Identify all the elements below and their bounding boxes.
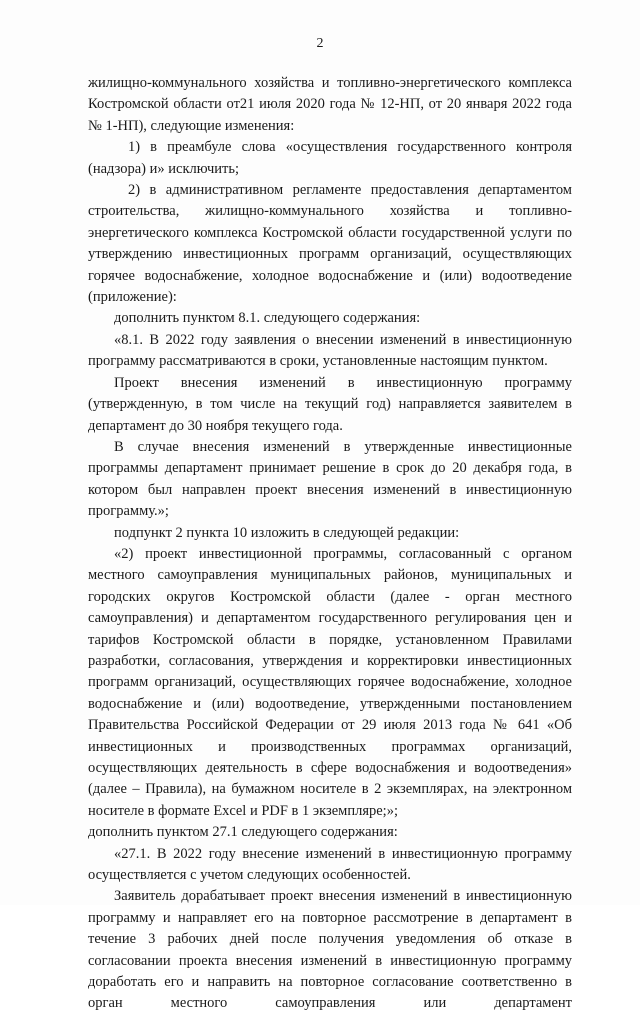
paragraph-addition-27-1: дополнить пунктом 27.1 следующего содержания: [88, 824, 398, 841]
paragraph-quote-8-1: «8.1. В 2022 году заявления о внесении изменений в инвестиционную программу рассматриваются в сроки, установленные настоящим пунктом. [88, 331, 572, 370]
paragraph-applicant-revision: Заявитель дорабатывает проект внесения изменений в инвестиционную программу и направляет его на повторное рассмотрение в департамент в течение 3 рабочих дней после получения уведомления об отказе в согласовании проекта внесения изменений в инвестиционную программу доработать его и направить на повторное согласование соответственно в орган местного самоуправления или департамент [88, 888, 572, 1012]
paragraph-subitem-10-2: подпункт 2 пункта 10 изложить в следующей редакции: [114, 524, 460, 541]
paragraph-item-2: 2) в административном регламенте предоставления департаментом строительства, жилищно-коммунального хозяйства и топливно-энергетического комплекса Костромской области государственной услуги по утверждению инвестиционных программ организаций, осуществляющих горячее водоснабжение, холодное водоснабжение и (или) водоотведение (приложение): [88, 182, 572, 306]
paragraph-item-1: 1) в преамбуле слова «осуществления государственного контроля (надзора) и» исключить; [88, 139, 572, 177]
paragraph-quote-27-1: «27.1. В 2022 году внесение изменений в инвестиционную программу осуществляется с учетом следующих особенностей. [88, 845, 572, 884]
paragraph-continuation: жилищно-коммунального хозяйства и топливно-энергетического комплекса Костромской области от21 июля 2020 года № 12-НП, от 20 января 2022 года № 1-НП), следующие изменения: [88, 75, 572, 134]
paragraph-addition-8-1: дополнить пунктом 8.1. следующего содержания: [114, 310, 421, 327]
paragraph-quote-10-2: «2) проект инвестиционной программы, согласованный с органом местного самоуправления муниципальных районов, муниципальных и городских округов Костромской области (далее - орган местного самоуправления) и департаментом государственного регулирования цен и тарифов Костромской области в порядке, установленном Правилами разработки, согласования, утверждения и корректировки инвестиционных программ организаций, осуществляющих горячее водоснабжение, холодное водоснабжение и (или) водоотведение, утвержденными постановлением Правительства Российской Федерации от 29 июля 2013 года № 641 «Об инвестиционных и производственных программах организаций, осуществляющих деятельность в сфере водоснабжения и водоотведения» (далее – Правила), на бумажном носителе в 2 экземплярах, на электронном носителе в формате Excel и PDF в 1 экземпляре;»; [88, 545, 572, 819]
paragraph-decision-deadline: В случае внесения изменений в утвержденные инвестиционные программы департамент принимает решение в срок до 20 декабря года, в котором был направлен проект внесения изменений в инвестиционную программу.»; [88, 438, 572, 520]
document-body [88, 73, 572, 1015]
page-number: 2 [316, 36, 324, 51]
paragraph-project-submission: Проект внесения изменений в инвестиционную программу (утвержденную, в том числе на текущий год) направляется заявителем в департамент до 30 ноября текущего года. [88, 374, 572, 434]
